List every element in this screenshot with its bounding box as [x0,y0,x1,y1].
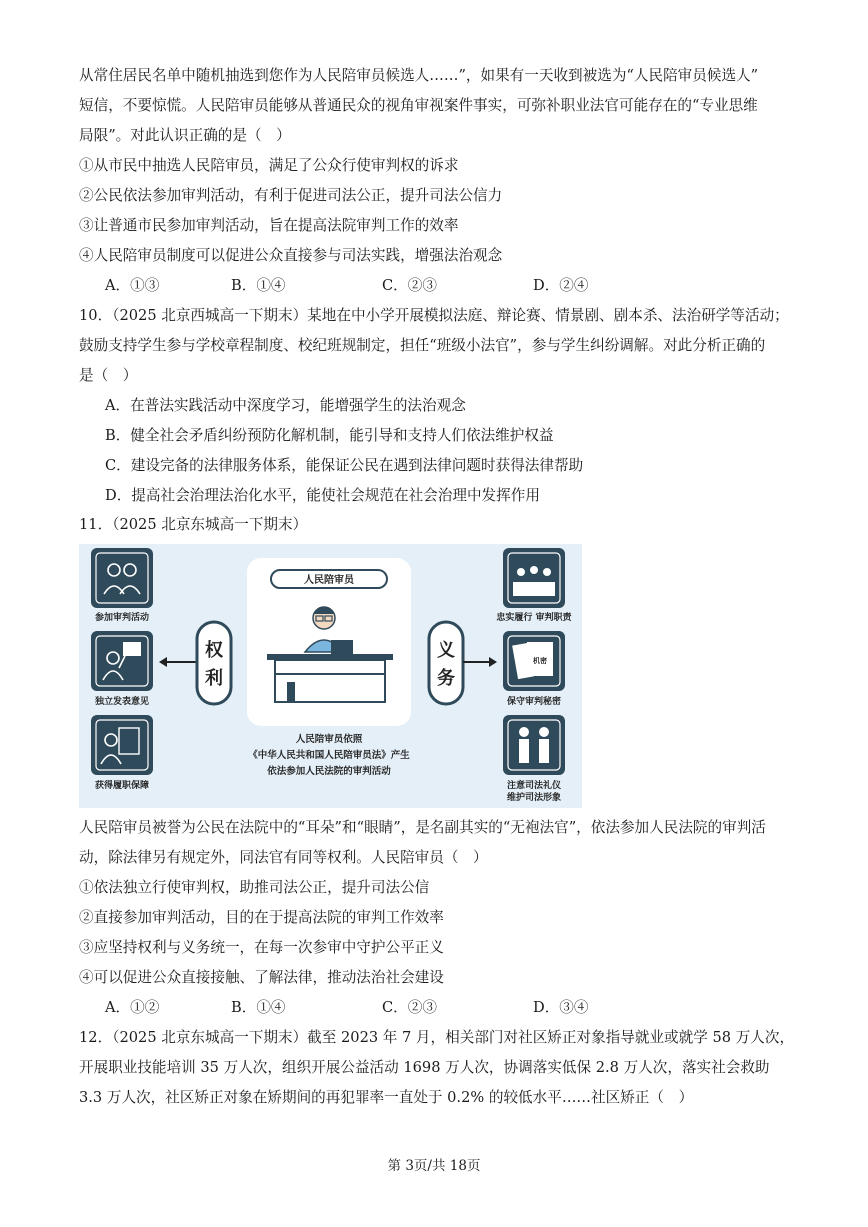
q9-line-2: 短信，不要惊慌。人民陪审员能够从普通民众的视角审视案件事实，可弥补职业法官可能存在的“专业思维 [79,97,758,114]
q9-statement-3: ③让普通市民参加审判活动，旨在提高法院审判工作的效率 [79,217,459,234]
center-text-3: 依法参加人民法院的审判活动 [267,766,391,777]
jury-rights-duties-figure [79,544,582,808]
icon-keep-secret [503,631,565,691]
right-label-1: 参加审判活动 [94,613,150,623]
q12-line-1: 12．（2025 北京东城高一下期末）截至 2023 年 7 月，相关部门对社区矫正对象指导就业或就学 58 万人次， [79,1029,795,1046]
duty-label-3: 注意司法礼仪 [506,781,562,791]
q9-line-3: 局限”。对此认识正确的是（ ） [79,127,291,144]
figure-title: 人民陪审员 [304,575,354,586]
q11-statement-3: ③应坚持权利与义务统一，在每一次参审中守护公平正义 [79,939,444,956]
q12-line-3: 3.3 万人次，社区矫正对象在矫期间的再犯罪率一直处于 0.2% 的较低水平……社区矫正（ ） [79,1089,694,1106]
rights-char-2: 利 [205,668,223,689]
icon-duty-guarantee [91,715,153,775]
rights-badge [197,622,231,704]
q11-option-b[interactable]: B．①④ [231,999,286,1016]
page-footer: 第 3页/共 18页 [387,1158,481,1174]
q10-option-a[interactable]: A．在普法实践活动中深度学习，能增强学生的法治观念 [105,397,466,414]
q11-line-2: 动，除法律另有规定外，同法官有同等权利。人民陪审员（ ） [79,849,488,866]
q10-option-d[interactable]: D．提高社会治理法治化水平，能使社会规范在社会治理中发挥作用 [105,487,540,504]
judge-desk-icon [267,654,393,702]
duties-char-1: 义 [437,640,455,661]
q11-option-d[interactable]: D．③④ [533,999,589,1016]
q10-line-3: 是（ ） [79,367,138,384]
q10-option-c[interactable]: C．建设完备的法律服务体系，能保证公民在遇到法律问题时获得法律帮助 [105,457,584,474]
q9-line-1: 从常住居民名单中随机抽选到您作为人民陪审员候选人……”，如果有一天收到被选为“人民陪审员候选人” [79,67,759,84]
q11-option-a[interactable]: A．①② [105,999,160,1016]
q10-line-2: 鼓励支持学生参与学校章程制度、校纪班规制定，担任“班级小法官”，参与学生纠纷调解。对此分析正确的 [79,337,766,354]
q10-line-1: 10．（2025 北京西城高一下期末）某地在中小学开展模拟法庭、辩论赛、情景剧、剧本杀、法治研学等活动； [79,307,789,324]
center-text-1: 人民陪审员依照 [295,734,363,745]
secret-stamp-text: 机密 [533,657,547,665]
duty-label-4: 维护司法形象 [506,793,562,803]
icon-perform-duties [503,548,565,608]
icon-participate-trial [91,548,153,608]
duties-badge [429,622,463,704]
q9-option-a[interactable]: A．①③ [105,277,160,294]
duties-char-2: 务 [437,668,455,689]
q10-option-b[interactable]: B．健全社会矛盾纠纷预防化解机制，能引导和支持人们依法维护权益 [105,427,554,444]
q9-option-b[interactable]: B．①④ [231,277,286,294]
right-label-2: 独立发表意见 [94,697,150,707]
q11-header: 11．（2025 北京东城高一下期末） [79,516,308,533]
right-label-3: 获得履职保障 [94,781,150,791]
q11-line-1: 人民陪审员被誉为公民在法院中的“耳朵”和“眼睛”，是名副其实的“无袍法官”，依法参加人民法院的审判活 [79,819,766,836]
q9-option-c[interactable]: C．②③ [382,277,437,294]
q9-option-d[interactable]: D．②④ [533,277,589,294]
q11-statement-2: ②直接参加审判活动，目的在于提高法院的审判工作效率 [79,909,444,926]
q9-statement-4: ④人民陪审员制度可以促进公众直接参与司法实践，增强法治观念 [79,247,503,264]
duty-label-1: 忠实履行 审判职责 [496,613,572,623]
icon-court-etiquette [503,715,565,775]
q9-statement-2: ②公民依法参加审判活动，有利于促进司法公正，提升司法公信力 [79,187,503,204]
duty-label-2: 保守审判秘密 [506,697,562,707]
center-text-2: 《中华人民共和国人民陪审员法》产生 [248,750,410,761]
rights-char-1: 权 [205,640,223,661]
icon-express-opinion [91,631,153,691]
q11-option-c[interactable]: C．②③ [382,999,437,1016]
q11-statement-4: ④可以促进公众直接接触、了解法律，推动法治社会建设 [79,969,444,986]
q12-line-2: 开展职业技能培训 35 万人次，组织开展公益活动 1698 万人次，协调落实低保 2.8 万人次，落实社会救助 [79,1059,770,1076]
q9-statement-1: ①从市民中抽选人民陪审员，满足了公众行使审判权的诉求 [79,157,459,174]
q11-statement-1: ①依法独立行使审判权，助推司法公正，提升司法公信 [79,879,430,896]
